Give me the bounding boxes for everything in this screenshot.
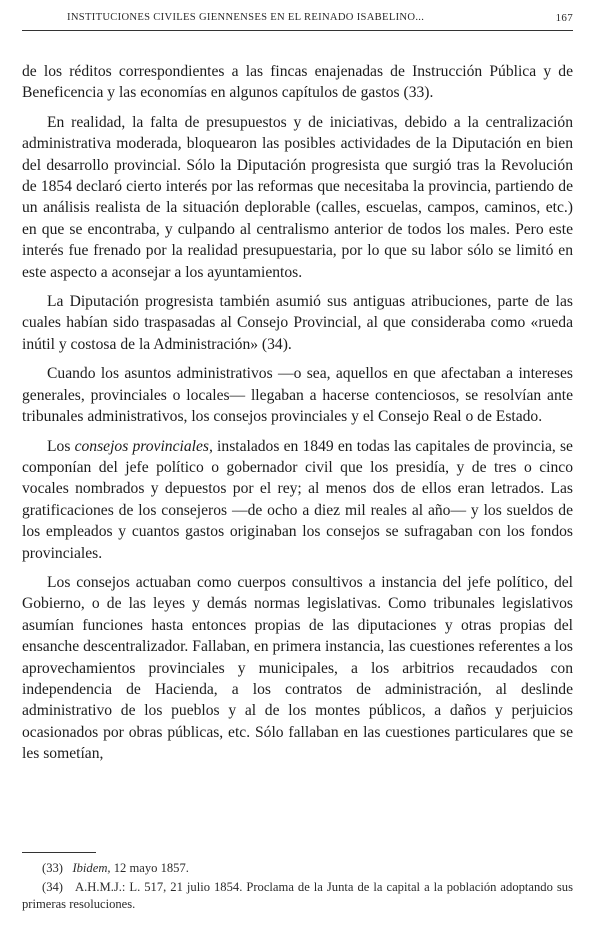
paragraph-lead: Los [47, 437, 75, 455]
paragraph [22, 363, 573, 427]
paragraph-text: de los réditos correspondientes a las fincas enajenadas de Instrucción Pública y de Beneficencia y las economías en algunos capítulos de gastos (33). [22, 63, 573, 102]
footnote [22, 860, 573, 877]
footnote-number: (34) [42, 880, 63, 894]
italic-term: consejos provinciales, [74, 437, 213, 455]
page-header [22, 8, 573, 28]
paragraph-text: La Diputación progresista también asumió sus antiguas atribuciones, parte de las cuales habían sido traspasadas al Consejo Provincial, al que consideraba como «rueda inútil y costosa de la Administración» (34). [22, 293, 573, 353]
paragraph-text: instalados en 1849 en todas las capitales de provincia, se componían del jefe político o gobernador civil que los presidía, y de tres o cinco vocales nombrados y depuestos por el rey; al menos dos de ellos eran letrados. Las gratificaciones de los consejeros —de ocho a diez mil reales al año— y los sueldos de los empleados y cuantos gastos originaban los consejos se sufragaban con los fondos provinciales. [22, 437, 573, 562]
paragraph [22, 291, 573, 355]
paragraph [22, 61, 573, 104]
body-text [22, 61, 573, 773]
footnote [22, 879, 573, 913]
footnote-text: 12 mayo 1857. [110, 861, 189, 875]
header-rule [22, 30, 573, 31]
paragraph [22, 112, 573, 283]
footnote-number: (33) [42, 861, 63, 875]
running-head: INSTITUCIONES CIVILES GIENNENSES EN EL REINADO ISABELINO... [67, 12, 425, 23]
paragraph [22, 572, 573, 765]
page-number: 167 [555, 12, 573, 24]
paragraph [22, 436, 573, 564]
footnote-text: A.H.M.J.: L. 517, 21 julio 1854. Proclama de la Junta de la capital a la población adoptando sus primeras resoluciones. [22, 880, 573, 911]
footnotes [22, 860, 573, 915]
paragraph-text: Los consejos actuaban como cuerpos consultivos a instancia del jefe político, del Gobierno, o de las leyes y demás normas legislativas. Como tribunales legislativos asumían funciones hasta entonces propias de las diputaciones y otras propias del ensanche descentralizador. Fallaban, en primera instancia, las cuestiones referentes a los aprovechamientos provinciales y municipales, a los arbitrios recaudados con independencia de Hacienda, a los contratos de administración, al deslinde administrativo de los pueblos y al de los montes públicos, a daños y perjuicios ocasionados por obras públicas, etc. Sólo fallaban en las cuestiones particulares que se les sometían, [22, 573, 573, 763]
footnote-italic: Ibidem, [72, 861, 111, 875]
paragraph-text: En realidad, la falta de presupuestos y de iniciativas, debido a la centralización administrativa moderada, bloquearon las posibles actividades de la Diputación en bien del desarrollo provincial. Sólo la Diputación progresista que surgió tras la Revolución de 1854 declaró cierto interés por las reformas que necesitaba la provincia, partiendo de un análisis realista de la situación deplorable (calles, escuelas, campos, caminos, etc.) en que se encontraba, y culpando al centralismo anterior de todos los males. Pero este interés fue frenado por la realidad presupuestaria, por lo que su labor sólo se limitó en este aspecto a aconsejar a los ayuntamientos. [22, 113, 573, 281]
paragraph-text: Cuando los asuntos administrativos —o sea, aquellos en que afectaban a intereses generales, provinciales o locales— llegaban a hacerse contenciosos, se resolvían ante tribunales administrativos, los consejos provinciales y el Consejo Real o de Estado. [22, 365, 573, 426]
footnote-rule [22, 852, 96, 853]
